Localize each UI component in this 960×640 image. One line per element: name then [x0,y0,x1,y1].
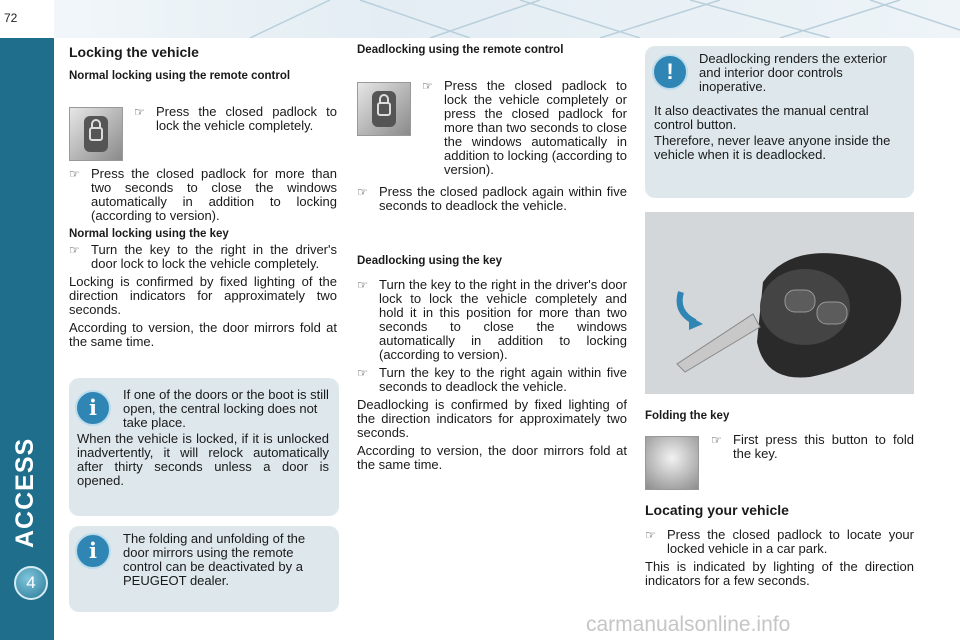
info-box2-text: The folding and unfolding of the door mirrors using the remote control can be deactivated by a PEUGEOT dealer. [123,531,306,588]
subheading-folding-key: Folding the key [645,410,730,422]
info-box1-line2: When the vehicle is locked, if it is unlocked inadvertently, it will relock automatically after thirty seconds unless a door is opened. [77,431,329,488]
normal-key-text: ☞ Turn the key to the right in the driver's door lock to lock the vehicle completely. Locking is confirmed by fixed lighting of the direction indicators for approximately two seconds. According to version, the door mirrors fold at the same time. [69,242,337,349]
deadlock-remote-bullet1: ☞ Press the closed padlock to lock the vehicle completely or press the closed padlock for more than two seconds to close the windows automatically in addition to locking (according to version). [422,78,627,177]
bullet-hand-icon: ☞ [422,79,433,93]
locking-confirmation-text: Locking is confirmed by fixed lighting of the direction indicators for approximately two seconds. [69,274,337,317]
warning-icon: ! [652,54,688,90]
subheading-deadlock-remote: Deadlocking using the remote control [357,44,564,56]
padlock-icon [358,83,410,135]
header-pattern [0,0,960,38]
chapter-number-badge: 4 [14,566,48,600]
page-number-box [0,0,54,38]
folding-key-image [645,212,914,394]
bullet-hand-icon: ☞ [357,185,368,199]
watermark: carmanualsonline.info [586,613,791,636]
info-box-mirrors [69,526,339,612]
info-box1-line1: If one of the doors or the boot is still open, the central locking does not take place. [123,387,329,430]
deadlock-remote-bullet2: ☞ Press the closed padlock again within five seconds to deadlock the vehicle. [357,184,627,213]
deadlocking-confirmation-text: Deadlocking is confirmed by fixed lighting of the direction indicators for approximately two seconds. [357,397,627,440]
info-icon: i [75,390,111,426]
section-title-locating: Locating your vehicle [645,502,789,518]
mirrors-fold-text: According to version, the door mirrors fold at the same time. [69,320,337,349]
normal-remote-bullet1: ☞ Press the closed padlock to lock the vehicle completely. [134,104,337,133]
fold-button-image [645,436,699,490]
subheading-deadlock-key: Deadlocking using the key [357,255,503,267]
warning-line3: Therefore, never leave anyone inside the vehicle when it is deadlocked. [654,133,891,162]
chapter-title: ACCESS [11,437,39,548]
locating-indication-text: This is indicated by lighting of the direction indicators for a few seconds. [645,559,914,588]
deadlock-mirrors-fold-text: According to version, the door mirrors fold at the same time. [357,443,627,472]
bullet-hand-icon: ☞ [69,243,80,257]
warning-line2: It also deactivates the manual central control button. [654,103,869,132]
subheading-normal-remote: Normal locking using the remote control [69,70,291,82]
warning-box-deadlocking [645,46,914,198]
remote-deadlock-button-image [357,82,411,136]
info-icon: i [75,533,111,569]
padlock-icon [70,108,122,160]
locating-text: ☞ Press the closed padlock to locate your locked vehicle in a car park. This is indicated by lighting of the direction indicators for a few seconds. [645,527,914,588]
page-number: 72 [4,11,18,25]
remote-lock-button-image [69,107,123,161]
header-band [0,0,960,38]
bullet-hand-icon: ☞ [711,433,722,447]
info-box-boot-open [69,378,339,516]
bullet-hand-icon: ☞ [357,366,368,380]
fold-key-bullet: ☞ First press this button to fold the key. [711,432,914,461]
bullet-hand-icon: ☞ [357,278,368,292]
deadlock-key-text: ☞ Turn the key to the right in the driver's door lock to lock the vehicle completely and hold it in this position for more than two seconds to close the windows automatically in addition to locking (according to version). ☞ Turn the key to the right again within five seconds to deadlock the vehicle. Deadlocking is confirmed by fixed lighting of the direction indicators for approximately two seconds. According to version, the door mirrors fold at the same time. [357,277,627,472]
warning-line1: Deadlocking renders the exterior and interior door controls inoperative. [699,51,887,94]
remote-key-illustration [645,212,914,394]
bullet-hand-icon: ☞ [134,105,145,119]
section-title-locking: Locking the vehicle [69,44,199,60]
subheading-normal-key: Normal locking using the key [69,228,229,240]
bullet-hand-icon: ☞ [645,528,656,542]
bullet-hand-icon: ☞ [69,167,80,181]
normal-remote-bullet2: ☞ Press the closed padlock for more than two seconds to close the windows automatically in addition to locking (according to version). [69,166,337,223]
